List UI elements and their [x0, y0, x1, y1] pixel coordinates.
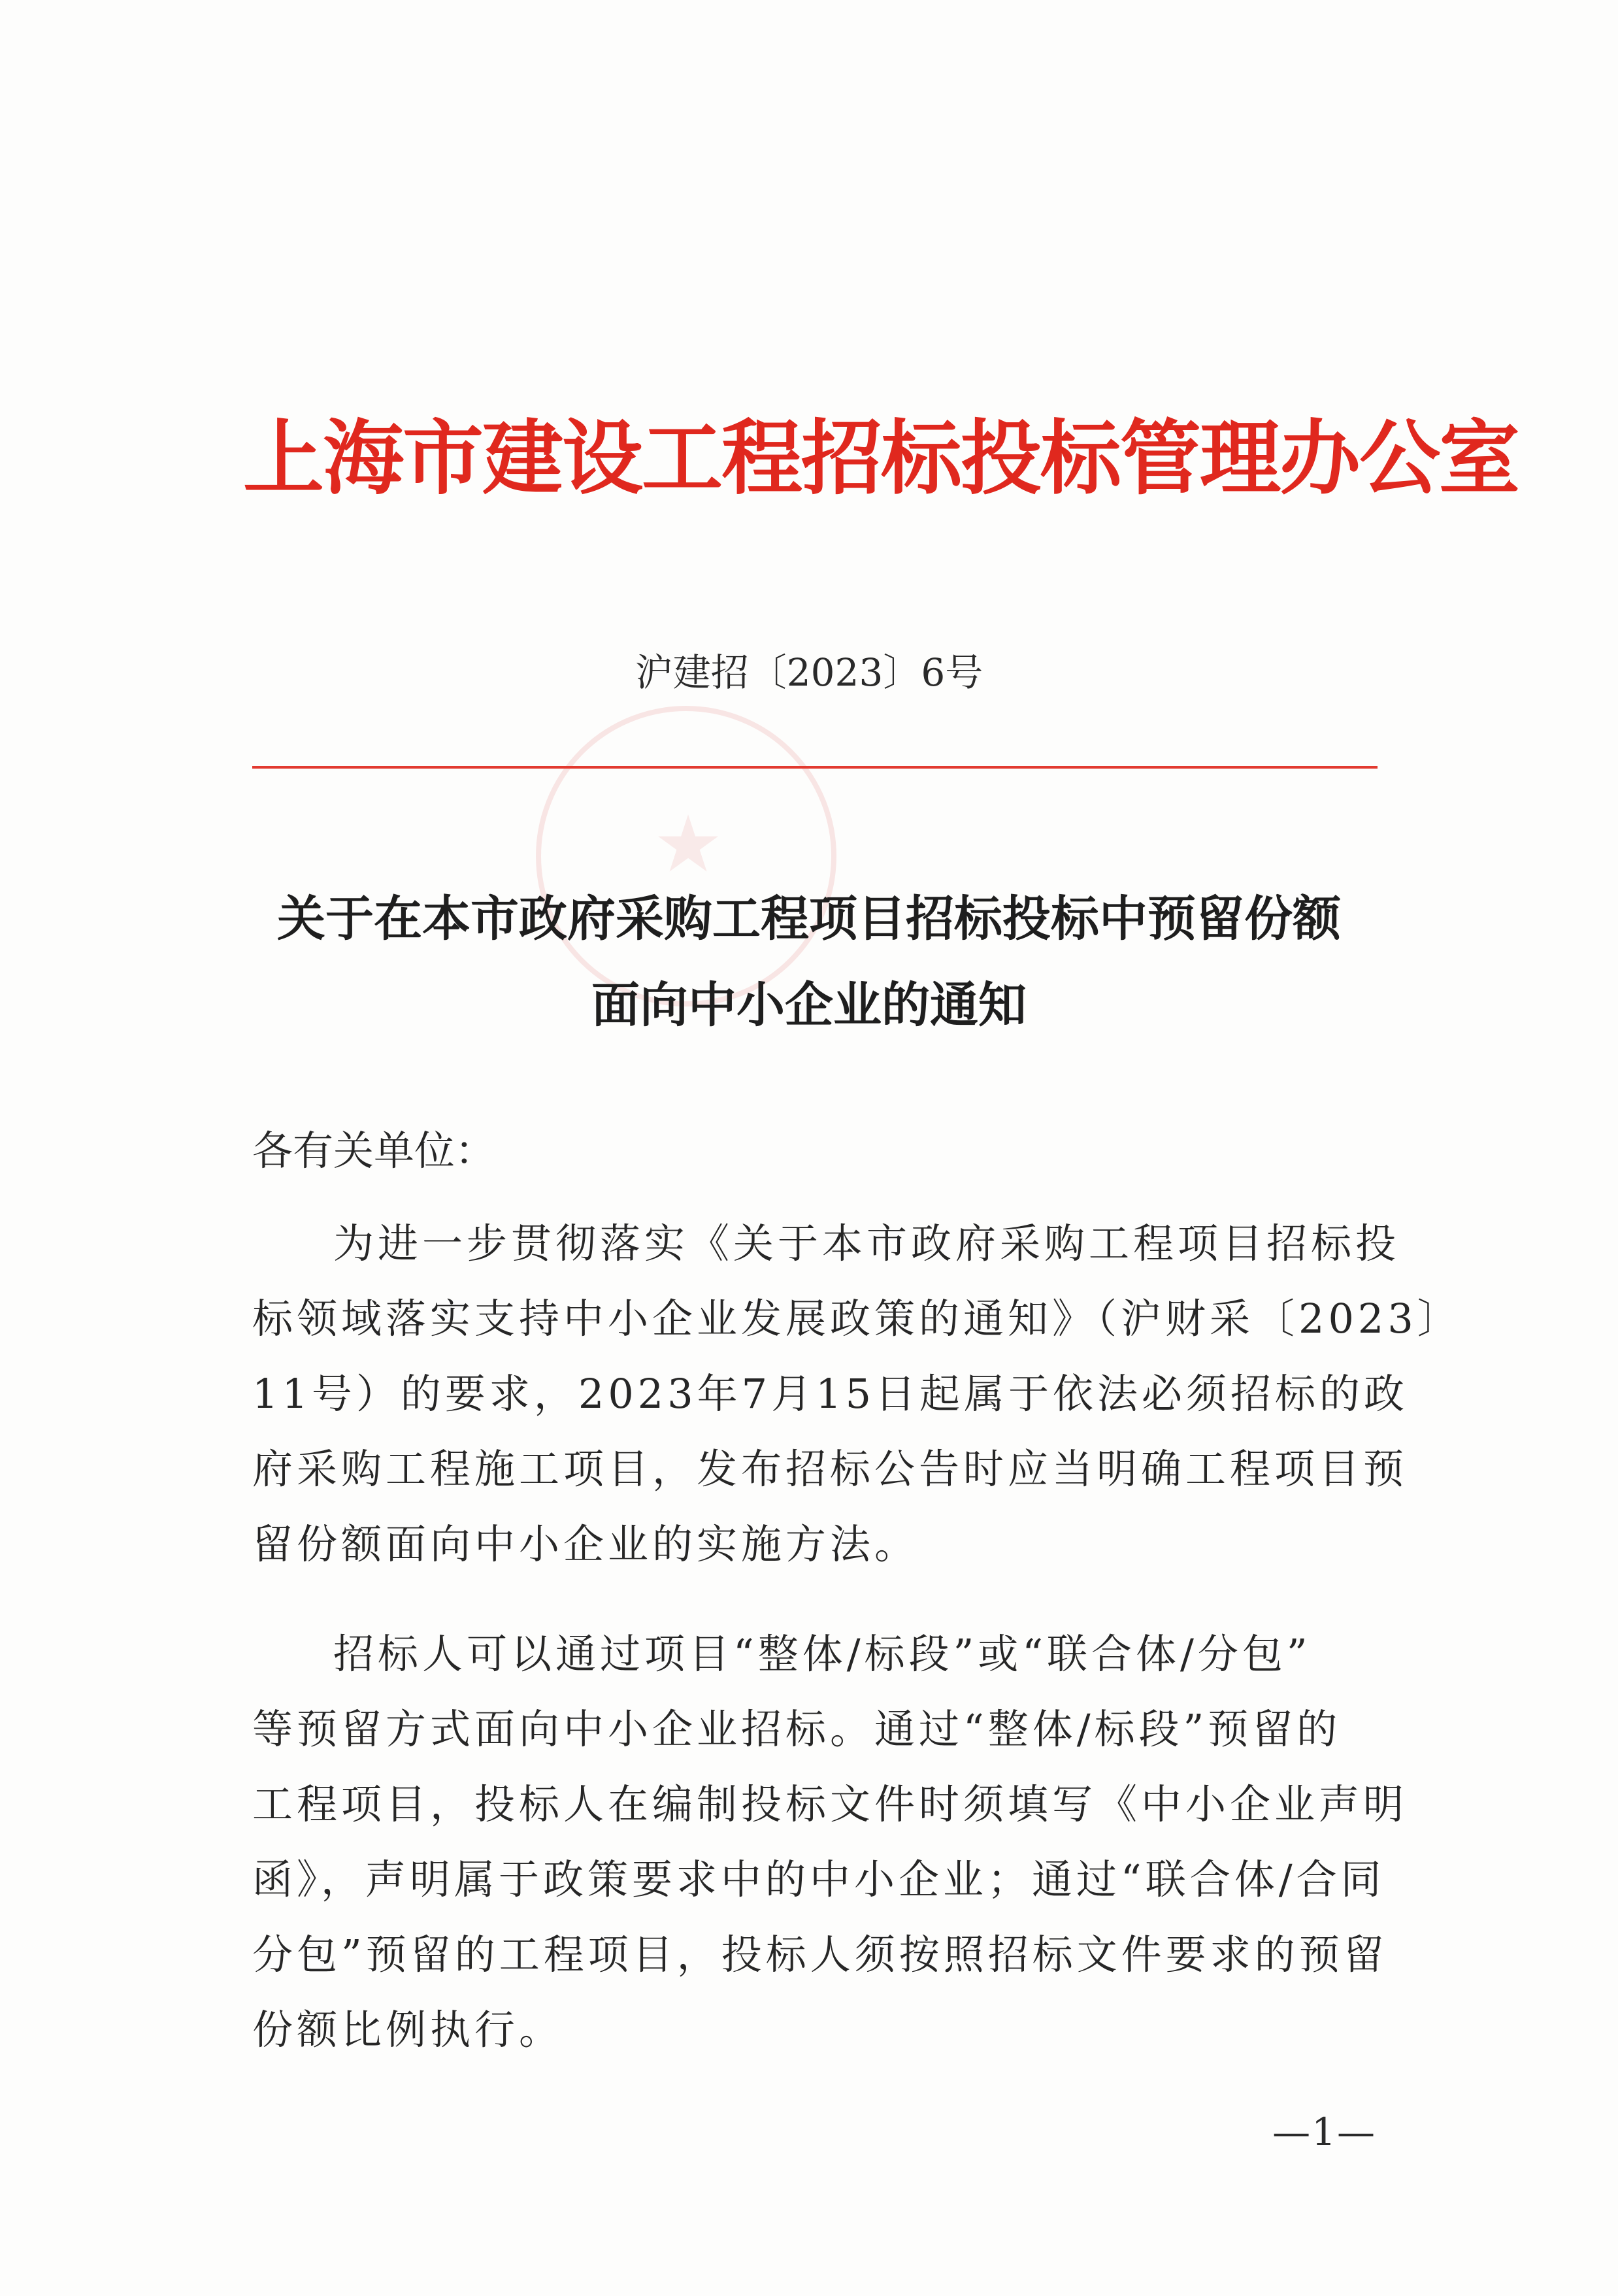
document-number: 沪建招〔2023〕6号 [635, 650, 983, 695]
notice-title-line: 面向中小企业的通知 [591, 977, 1027, 1033]
paragraph-line: 函》，声明属于政策要求中的中小企业；通过“联合体/合同 [252, 1855, 1385, 1903]
paragraph-line: 等预留方式面向中小企业招标。通过“整体/标段”预留的 [252, 1705, 1342, 1753]
paragraph-line: 招标人可以通过项目“整体/标段”或“联合体/分包” [333, 1630, 1312, 1678]
page-number: —1— [1272, 2110, 1376, 2154]
salutation: 各有关单位： [252, 1127, 496, 1174]
paragraph-line: 留份额面向中小企业的实施方法。 [252, 1520, 919, 1568]
body-paragraph-2 [252, 1616, 1408, 2067]
body-paragraph-1 [252, 1206, 1462, 1582]
notice-title [196, 876, 1422, 1048]
paragraph-line: 府采购工程施工项目，发布招标公告时应当明确工程项目预 [252, 1445, 1408, 1493]
notice-title-line: 关于在本市政府采购工程项目招标投标中预留份额 [277, 891, 1341, 947]
paragraph-line: 份额比例执行。 [252, 2006, 564, 2054]
letterhead-title: 上海市建设工程招标投标管理办公室 [243, 411, 1519, 506]
red-divider-line [252, 766, 1378, 769]
paragraph-line: 11号）的要求，2023年7月15日起属于依法必须招标的政 [252, 1370, 1409, 1418]
seal-star-icon: ★ [653, 799, 723, 890]
paragraph-line: 标领域落实支持中小企业发展政策的通知》（沪财采〔2023〕 [252, 1295, 1462, 1342]
paragraph-line: 为进一步贯彻落实《关于本市政府采购工程项目招标投 [333, 1220, 1400, 1267]
paragraph-line: 工程项目，投标人在编制投标文件时须填写《中小企业声明 [252, 1780, 1408, 1828]
paragraph-line: 分包”预留的工程项目，投标人须按照招标文件要求的预留 [252, 1931, 1388, 1978]
